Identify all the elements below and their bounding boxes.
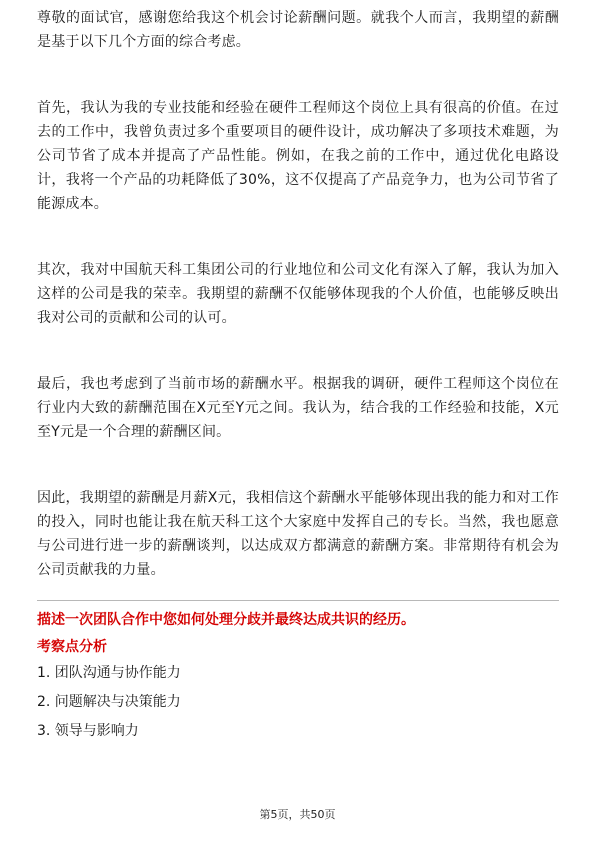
- paragraph-intro: 尊敬的面试官，感谢您给我这个机会讨论薪酬问题。就我个人而言，我期望的薪酬是基于以下几个方面的综合考虑。: [37, 10, 559, 50]
- analysis-point: 1. 团队沟通与协作能力: [37, 665, 181, 681]
- analysis-point: 3. 领导与影响力: [37, 723, 139, 739]
- paragraph-conclusion: 因此，我期望的薪酬是月薪X元，我相信这个薪酬水平能够体现出我的能力和对工作的投入，同时也能让我在航天科工这个大家庭中发挥自己的专长。当然，我也愿意与公司进行进一步的薪酬谈判，以达成双方都满意的薪酬方案。非常期待有机会为公司贡献我的力量。: [37, 490, 559, 578]
- section-divider: [37, 600, 559, 601]
- paragraph-first-point: 首先，我认为我的专业技能和经验在硬件工程师这个岗位上具有很高的价值。在过去的工作中，我曾负责过多个重要项目的硬件设计，成功解决了多项技术难题，为公司节省了成本并提高了产品性能。例如，在我之前的工作中，通过优化电路设计，我将一个产品的功耗降低了30%，这不仅提高了产品竞争力，也为公司节省了能源成本。: [37, 100, 559, 212]
- analysis-point-list: [37, 663, 559, 741]
- interview-question: 描述一次团队合作中您如何处理分歧并最终达成共识的经历。: [37, 612, 415, 628]
- paragraph-third-point: 最后，我也考虑到了当前市场的薪酬水平。根据我的调研，硬件工程师这个岗位在行业内大致的薪酬范围在X元至Y元之间。我认为，结合我的工作经验和技能，X元至Y元是一个合理的薪酬区间。: [37, 376, 559, 440]
- answer-content: [37, 6, 559, 750]
- analysis-title: 考察点分析: [37, 639, 107, 655]
- page-number-footer: 第5页，共50页: [259, 808, 336, 821]
- paragraph-second-point: 其次，我对中国航天科工集团公司的行业地位和公司文化有深入了解，我认为加入这样的公司是我的荣幸。我期望的薪酬不仅能够体现我的个人价值，也能够反映出我对公司的贡献和公司的认可。: [37, 262, 559, 326]
- analysis-point: 2. 问题解决与决策能力: [37, 694, 181, 710]
